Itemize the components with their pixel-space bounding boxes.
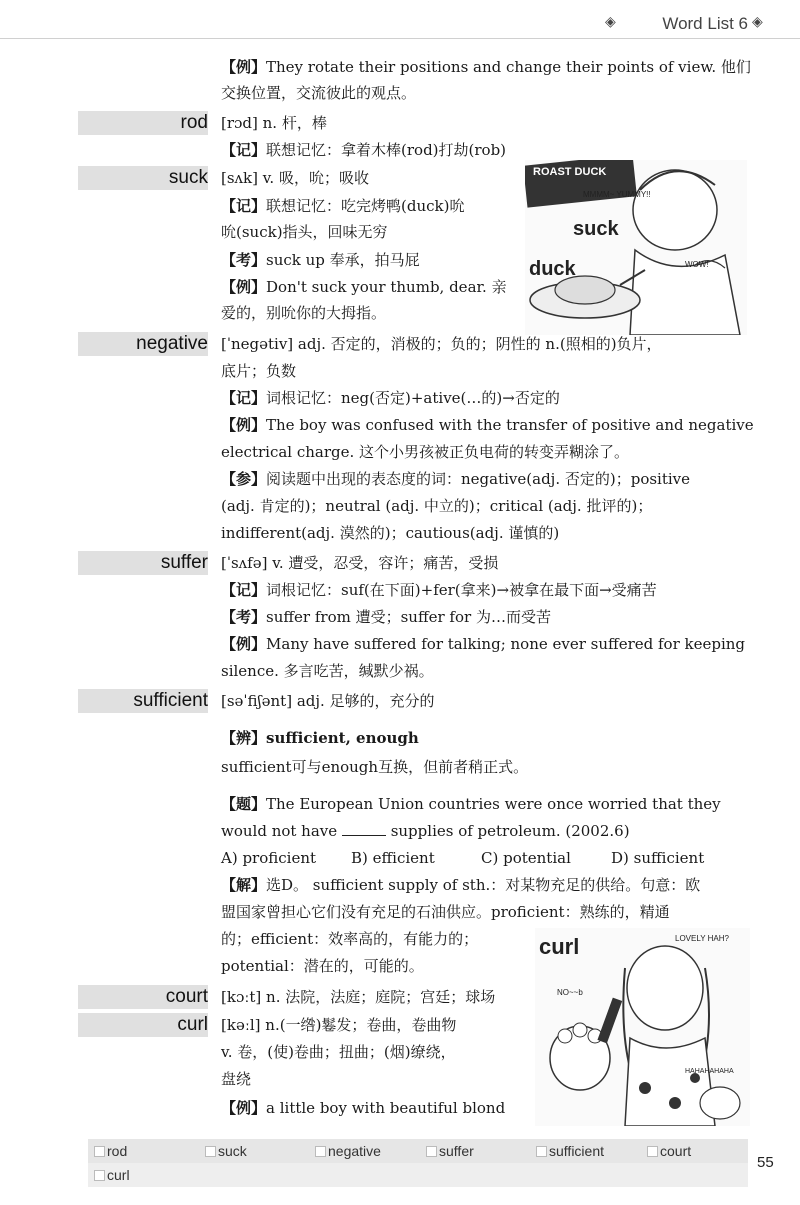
headword-rod: rod [180, 112, 208, 133]
page-number: 55 [757, 1154, 774, 1171]
exam-suffer: 【考】suffer from 遭受；suffer for 为…而受苦 [221, 608, 551, 626]
phonetic-negative: [ˈnegətiv] adj. 否定的，消极的；负的；阴性的 n.(照相的)负片， [221, 335, 662, 353]
speech-no: NO~~b [557, 988, 583, 997]
header-divider [0, 38, 800, 39]
example-negative-2: electrical charge. 这个小男孩被正负电荷的转变弄糊涂了。 [221, 443, 630, 461]
reference-negative: 【参】阅读题中出现的表态度的词：negative(adj. 否定的)；positive [221, 470, 691, 488]
exam-suck: 【考】suck up 奉承，拍马屁 [221, 251, 420, 269]
speech-lovely: LOVELY HAH? [675, 934, 729, 943]
phonetic-curl: [kəːl] n.(一绺)鬈发；卷曲，卷曲物 [221, 1016, 457, 1034]
distinguish-sufficient: 【辨】sufficient, enough [221, 729, 419, 747]
speech-haha: HAHAHAHAHA [685, 1068, 734, 1075]
option-b: B) efficient [351, 849, 435, 867]
question-sufficient: 【题】The European Union countries were once worried that they [221, 795, 721, 813]
checkbox-icon[interactable] [426, 1146, 437, 1157]
curl-illustration [535, 928, 750, 1126]
footer-word-negative: negative [328, 1143, 381, 1159]
example-line: 【例】They rotate their positions and change their points of view. 他们 [221, 58, 751, 76]
page-title: Word List 6 [662, 14, 748, 33]
footer-word-curl: curl [107, 1167, 130, 1183]
option-d: D) sufficient [611, 849, 705, 867]
speech-yummy: MMMM~ YUMMY!! [583, 190, 651, 199]
suck-label: suck [573, 218, 619, 240]
checkbox-icon[interactable] [647, 1146, 658, 1157]
phonetic-court: [kɔːt] n. 法院，法庭；庭院；宫廷；球场 [221, 988, 496, 1006]
diamond-icon: ◈ [605, 14, 616, 30]
checkbox-icon[interactable] [94, 1146, 105, 1157]
footer-word-court: court [660, 1143, 692, 1159]
answer-sufficient-2: 盟国家曾担心它们没有充足的石油供应。proficient：熟练的，精通 [221, 903, 670, 921]
checkbox-icon[interactable] [94, 1170, 105, 1181]
footer-word-rod: rod [107, 1143, 128, 1159]
memory-negative: 【记】词根记忆：neg(否定)+ative(…的)→否定的 [221, 389, 560, 407]
suck-illustration [525, 160, 747, 335]
answer-sufficient: 【解】选D。 sufficient supply of sth.：对某物充足的供给。句意：欧 [221, 876, 701, 894]
footer-word-suffer: suffer [439, 1143, 474, 1159]
phonetic-sufficient: [səˈfiʃənt] adj. 足够的，充分的 [221, 692, 435, 710]
example-suffer: 【例】Many have suffered for talking; none ever suffered for keeping [221, 635, 746, 653]
example-line: 交换位置，交流彼此的观点。 [221, 84, 417, 102]
footer-index-row-2 [88, 1163, 748, 1187]
headword-suck: suck [168, 167, 208, 188]
roast-duck-sign: ROAST DUCK [533, 166, 607, 178]
checkbox-icon[interactable] [536, 1146, 547, 1157]
duck-label: duck [529, 258, 576, 280]
example-suck-2: 爱的，别吮你的大拇指。 [221, 304, 387, 322]
diamond-icon: ◈ [752, 14, 763, 30]
option-c: C) potential [481, 849, 571, 867]
footer-word-sufficient: sufficient [549, 1143, 604, 1159]
checkbox-icon[interactable] [315, 1146, 326, 1157]
headword-court: court [165, 986, 208, 1007]
memory-rod: 【记】联想记忆：拿着木棒(rod)打劫(rob) [221, 141, 507, 159]
distinguish-sufficient-text: sufficient可与enough互换，但前者稍正式。 [221, 758, 529, 776]
question-sufficient-2: would not have supplies of petroleum. (2002.6) [221, 822, 630, 840]
speech-wow: WOW! [685, 260, 709, 269]
option-a: A) proficient [221, 849, 317, 867]
phonetic-rod: [rɔd] n. 杆，棒 [221, 114, 327, 132]
answer-sufficient-4: potential：潜在的，可能的。 [221, 957, 424, 975]
memory-suck: 【记】联想记忆：吃完烤鸭(duck)吮 [221, 197, 465, 215]
example-suffer-2: silence. 多言吃苦，缄默少祸。 [221, 662, 434, 680]
phonetic-suck: [sʌk] v. 吸，吮；吸收 [221, 169, 369, 187]
checkbox-icon[interactable] [205, 1146, 216, 1157]
headword-curl: curl [177, 1014, 208, 1035]
phonetic-negative-2: 底片；负数 [221, 362, 297, 380]
phonetic-curl-3: 盘绕 [221, 1070, 252, 1088]
example-curl: 【例】a little boy with beautiful blond [221, 1099, 506, 1117]
answer-sufficient-3: 的；efficient：效率高的，有能力的； [221, 930, 479, 948]
page-header [0, 0, 800, 40]
headword-sufficient: sufficient [133, 690, 208, 711]
phonetic-curl-2: v. 卷，(使)卷曲；扭曲；(烟)缭绕， [221, 1043, 456, 1061]
memory-suck-2: 吮(suck)指头，回味无穷 [221, 223, 388, 241]
curl-label: curl [539, 934, 580, 959]
answer-blank [342, 823, 386, 836]
phonetic-suffer: [ˈsʌfə] v. 遭受，忍受，容许；痛苦，受损 [221, 554, 499, 572]
headword-negative: negative [136, 333, 208, 354]
memory-suffer: 【记】词根记忆：suf(在下面)+fer(拿来)→被拿在最下面→受痛苦 [221, 581, 657, 599]
example-negative: 【例】The boy was confused with the transfer of positive and negative [221, 416, 754, 434]
cartoon-boy-duck [525, 160, 747, 335]
headword-suffer: suffer [160, 552, 208, 573]
example-suck: 【例】Don't suck your thumb, dear. 亲 [221, 278, 507, 296]
footer-word-suck: suck [218, 1143, 247, 1159]
reference-negative-3: indifferent(adj. 漠然的)；cautious(adj. 谨慎的) [221, 524, 560, 542]
reference-negative-2: (adj. 肯定的)；neutral (adj. 中立的)；critical (adj. 批评的)； [221, 497, 653, 515]
